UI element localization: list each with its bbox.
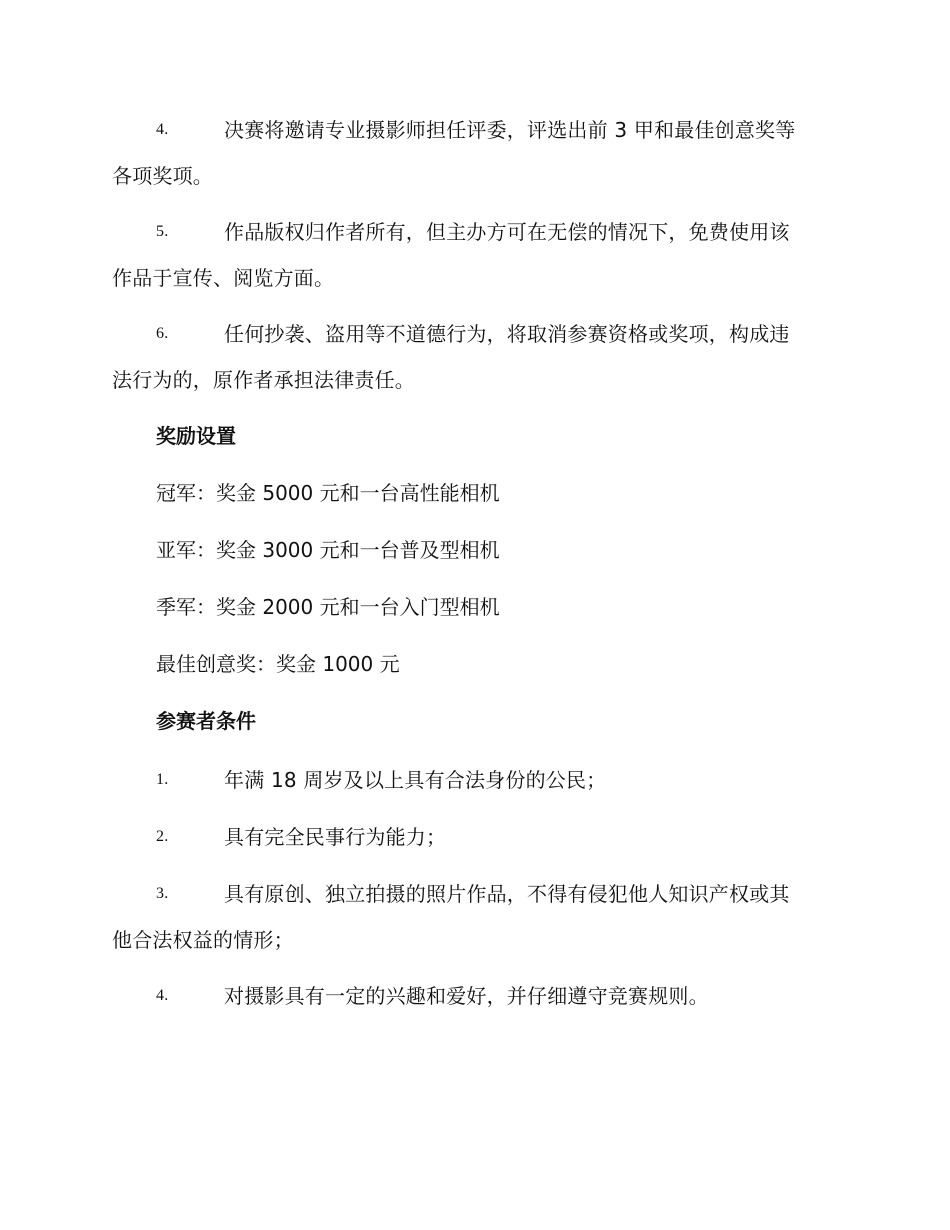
rule-text-line2: 各项奖项。: [112, 164, 213, 188]
eligibility-text-line1: 具有原创、独立拍摄的照片作品，不得有侵犯他人知识产权或其: [224, 882, 790, 906]
rule-text-line1: 作品版权归作者所有，但主办方可在无偿的情况下，免费使用该: [224, 220, 790, 244]
eligibility-text-line1: 具有完全民事行为能力；: [224, 825, 447, 849]
eligibility-text-line1: 年满 18 周岁及以上具有合法身份的公民；: [224, 768, 607, 792]
eligibility-text-line1: 对摄影具有一定的兴趣和爱好，并仔细遵守竞赛规则。: [224, 984, 709, 1008]
rule-item-5: [112, 209, 834, 301]
rule-text-line2: 法行为的，原作者承担法律责任。: [112, 368, 415, 392]
rule-item-4: [112, 107, 834, 199]
rule-text-line1: 决赛将邀请专业摄影师担任评委，评选出前 3 甲和最佳创意奖等: [224, 118, 796, 142]
eligibility-item-2: [112, 814, 834, 860]
eligibility-number: 1.: [156, 771, 169, 788]
eligibility-item-1: [112, 757, 834, 803]
award-creative: 最佳创意奖：奖金 1000 元: [156, 652, 400, 676]
eligibility-item-4: [112, 973, 834, 1019]
rule-number: 5.: [156, 223, 169, 240]
eligibility-item-3: [112, 871, 834, 963]
eligibility-number: 3.: [156, 885, 169, 902]
rule-text-line1: 任何抄袭、盗用等不道德行为，将取消参赛资格或奖项，构成违: [224, 322, 790, 346]
rule-number: 4.: [156, 121, 169, 138]
award-first: 冠军：奖金 5000 元和一台高性能相机: [156, 481, 500, 505]
rule-item-6: [112, 311, 834, 403]
eligibility-text-line2: 他合法权益的情形；: [112, 928, 294, 952]
rule-text-line2: 作品于宣传、阅览方面。: [112, 266, 335, 290]
rule-number: 6.: [156, 325, 169, 342]
award-second: 亚军：奖金 3000 元和一台普及型相机: [156, 538, 500, 562]
award-third: 季军：奖金 2000 元和一台入门型相机: [156, 595, 500, 619]
eligibility-number: 2.: [156, 828, 169, 845]
awards-heading: 奖励设置: [156, 424, 236, 448]
eligibility-heading: 参赛者条件: [156, 709, 256, 733]
eligibility-number: 4.: [156, 987, 169, 1004]
